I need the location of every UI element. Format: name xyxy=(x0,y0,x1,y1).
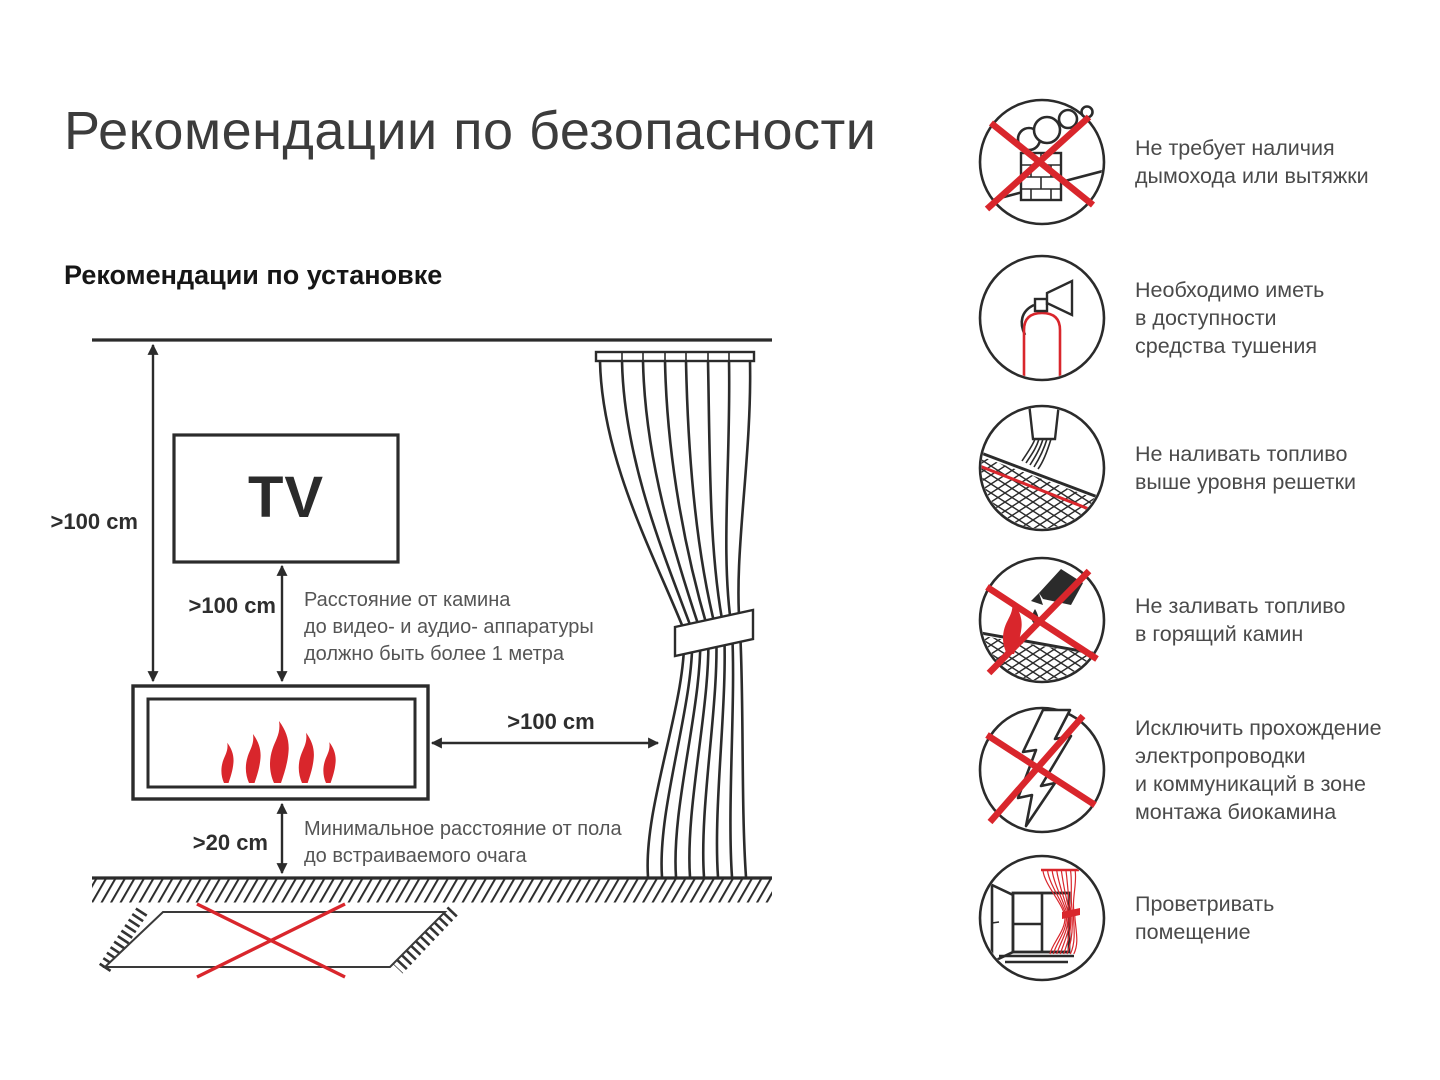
safety-item-fuel-level xyxy=(977,403,1437,533)
dimension-label-curtain: >100 cm xyxy=(507,709,595,734)
no-fuel-into-fire-icon xyxy=(977,555,1107,685)
caption-line: средства тушения xyxy=(1135,334,1318,358)
no-wiring-icon xyxy=(977,705,1107,835)
fuel-level-icon xyxy=(977,403,1107,533)
caption-line: Не заливать топливо xyxy=(1135,594,1346,618)
safety-item-caption xyxy=(1135,134,1369,190)
ventilate-room-icon xyxy=(977,853,1107,983)
floor-distance-note xyxy=(304,816,622,870)
extinguisher-valve xyxy=(1035,299,1047,311)
section-title: Рекомендации по установке xyxy=(64,260,443,290)
safety-item-ventilate xyxy=(977,853,1437,983)
caption-line: Исключить прохождение xyxy=(1135,716,1382,740)
safety-item-no-refill xyxy=(977,555,1437,685)
tv-distance-note xyxy=(304,587,594,668)
safety-item-no-wiring xyxy=(977,705,1437,835)
safety-item-caption xyxy=(1135,714,1382,826)
note-line: Минимальное расстояние от пола xyxy=(304,818,622,840)
carpet xyxy=(104,904,453,977)
caption-line: электропроводки xyxy=(1135,744,1306,768)
caption-line: Проветривать xyxy=(1135,892,1275,916)
safety-item-caption xyxy=(1135,890,1274,946)
caption-line: Не наливать топливо xyxy=(1135,442,1348,466)
safety-item-caption xyxy=(1135,440,1356,496)
caption-line: помещение xyxy=(1135,920,1251,944)
caption-line: и коммуникаций в зоне xyxy=(1135,772,1366,796)
fireplace-box xyxy=(133,686,428,799)
caption-line: в доступности xyxy=(1135,306,1277,330)
page-title: Рекомендации по безопасности xyxy=(64,101,877,161)
caption-line: в горящий камин xyxy=(1135,622,1304,646)
caption-line: монтажа биокамина xyxy=(1135,800,1337,824)
window-sash xyxy=(992,885,1013,962)
dimension-label-ceiling: >100 cm xyxy=(50,509,138,534)
caption-line: Не требует наличия xyxy=(1135,136,1335,160)
dimension-label-tv: >100 cm xyxy=(188,593,276,618)
note-line: до видео- и аудио- аппаратуры xyxy=(304,616,594,638)
safety-item-extinguisher xyxy=(977,253,1437,383)
note-line: Расстояние от камина xyxy=(304,589,511,611)
curtain-rod xyxy=(596,352,754,361)
floor-line xyxy=(92,878,772,903)
fire-extinguisher-icon xyxy=(977,253,1107,383)
caption-line: дымохода или вытяжки xyxy=(1135,164,1369,188)
dimension-label-floor: >20 cm xyxy=(192,830,268,855)
safety-item-no-chimney xyxy=(977,97,1437,227)
tv-label: TV xyxy=(247,465,325,530)
note-line: до встраиваемого очага xyxy=(304,845,527,867)
floor-hatching xyxy=(92,880,772,903)
safety-item-caption xyxy=(1135,592,1345,648)
safety-item-caption xyxy=(1135,276,1324,360)
note-line: должно быть более 1 метра xyxy=(304,643,564,665)
no-chimney-icon xyxy=(977,97,1107,227)
caption-line: Необходимо иметь xyxy=(1135,278,1325,302)
caption-line: выше уровня решетки xyxy=(1135,470,1357,494)
curtain xyxy=(596,352,754,877)
